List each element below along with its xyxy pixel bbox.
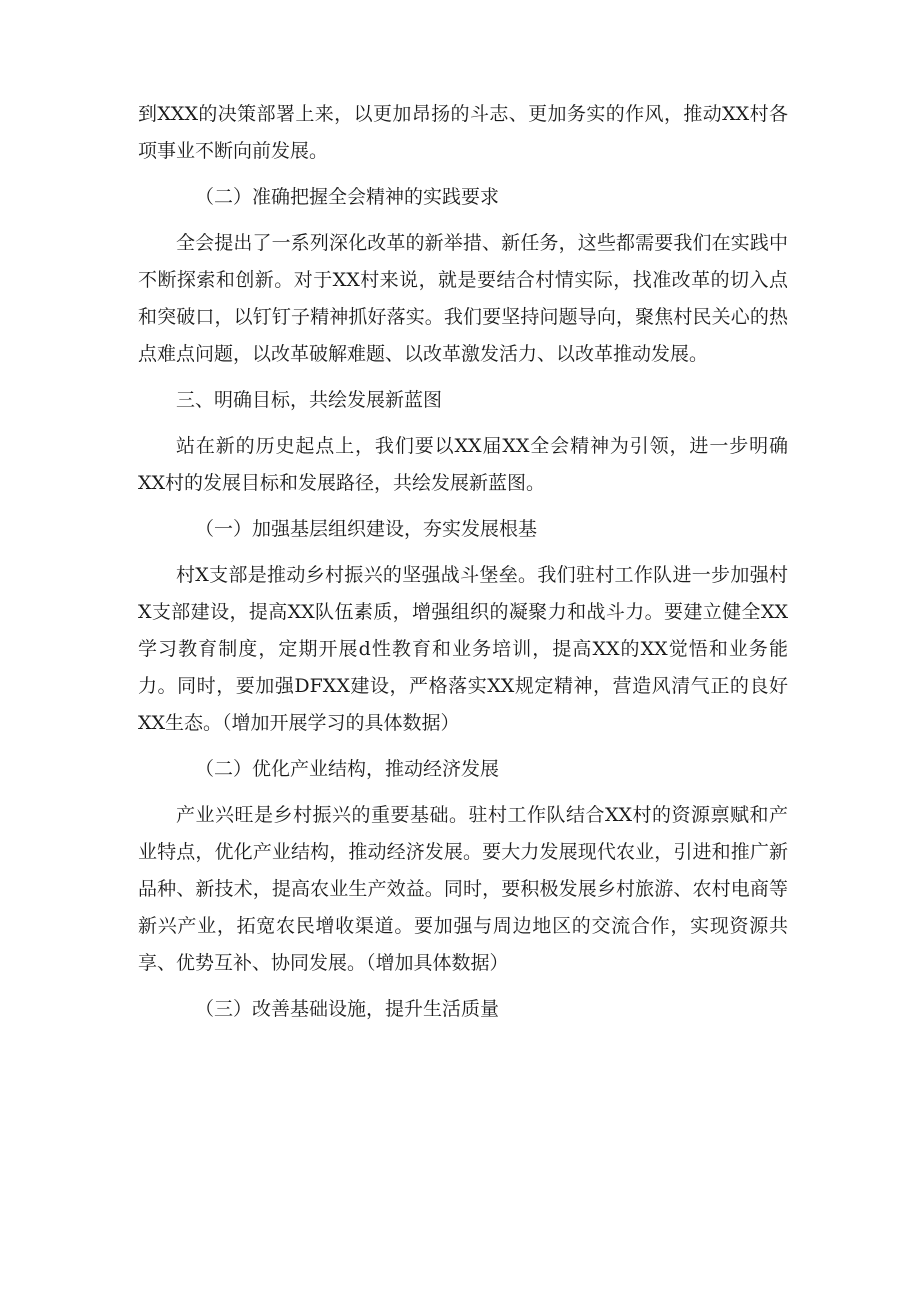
subheading-accurate-grasp: （二）准确把握全会精神的实践要求 xyxy=(195,186,500,208)
paragraph-reform-measures: 全会提出了一系列深化改革的新举措、新任务，这些都需要我们在实践中不断探索和创新。对于XX村来说，就是要结合村情实际，找准改革的切入点和突破口，以钉钉子精神抓好落实。我们要坚持问题导向，聚焦村民关心的热点难点问题，以改革破解难题、以改革激发活力、以改革推动发展。 xyxy=(138,232,788,365)
section-heading-three: 三、明确目标，共绘发展新蓝图 xyxy=(176,389,443,411)
paragraph-industry-prosperity: 产业兴旺是乡村振兴的重要基础。驻村工作队结合XX村的资源禀赋和产业特点，优化产业结构，推动经济发展。要大力发展现代农业，引进和推广新品种、新技术，提高农业生产效益。同时，要积极发展乡村旅游、农村电商等新兴产业，拓宽农民增收渠道。要加强与周边地区的交流合作，实现资源共享、优势互补、协同发展。（增加具体数据） xyxy=(138,804,788,974)
subheading-grassroots-organization: （一）加强基层组织建设，夯实发展根基 xyxy=(195,518,538,540)
paragraph-continuation: 到XXX的决策部署上来，以更加昂扬的斗志、更加务实的作风，推动XX村各项事业不断向前发展。 xyxy=(138,103,788,162)
paragraph-new-starting-point: 站在新的历史起点上，我们要以XX届XX全会精神为引领，进一步明确XX村的发展目标和发展路径，共绘发展新蓝图。 xyxy=(138,435,788,494)
document-body xyxy=(138,96,788,1037)
paragraph-branch-building: 村X支部是推动乡村振兴的坚强战斗堡垒。我们驻村工作队进一步加强村X支部建设，提高XX队伍素质，增强组织的凝聚力和战斗力。要建立健全XX学习教育制度，定期开展d性教育和业务培训，提高XX的XX觉悟和业务能力。同时，要加强DFXX建设，严格落实XX规定精神，营造风清气正的良好XX生态。（增加开展学习的具体数据） xyxy=(138,564,788,734)
subheading-industrial-structure: （二）优化产业结构，推动经济发展 xyxy=(195,758,500,780)
subheading-infrastructure: （三）改善基础设施，提升生活质量 xyxy=(195,998,500,1020)
